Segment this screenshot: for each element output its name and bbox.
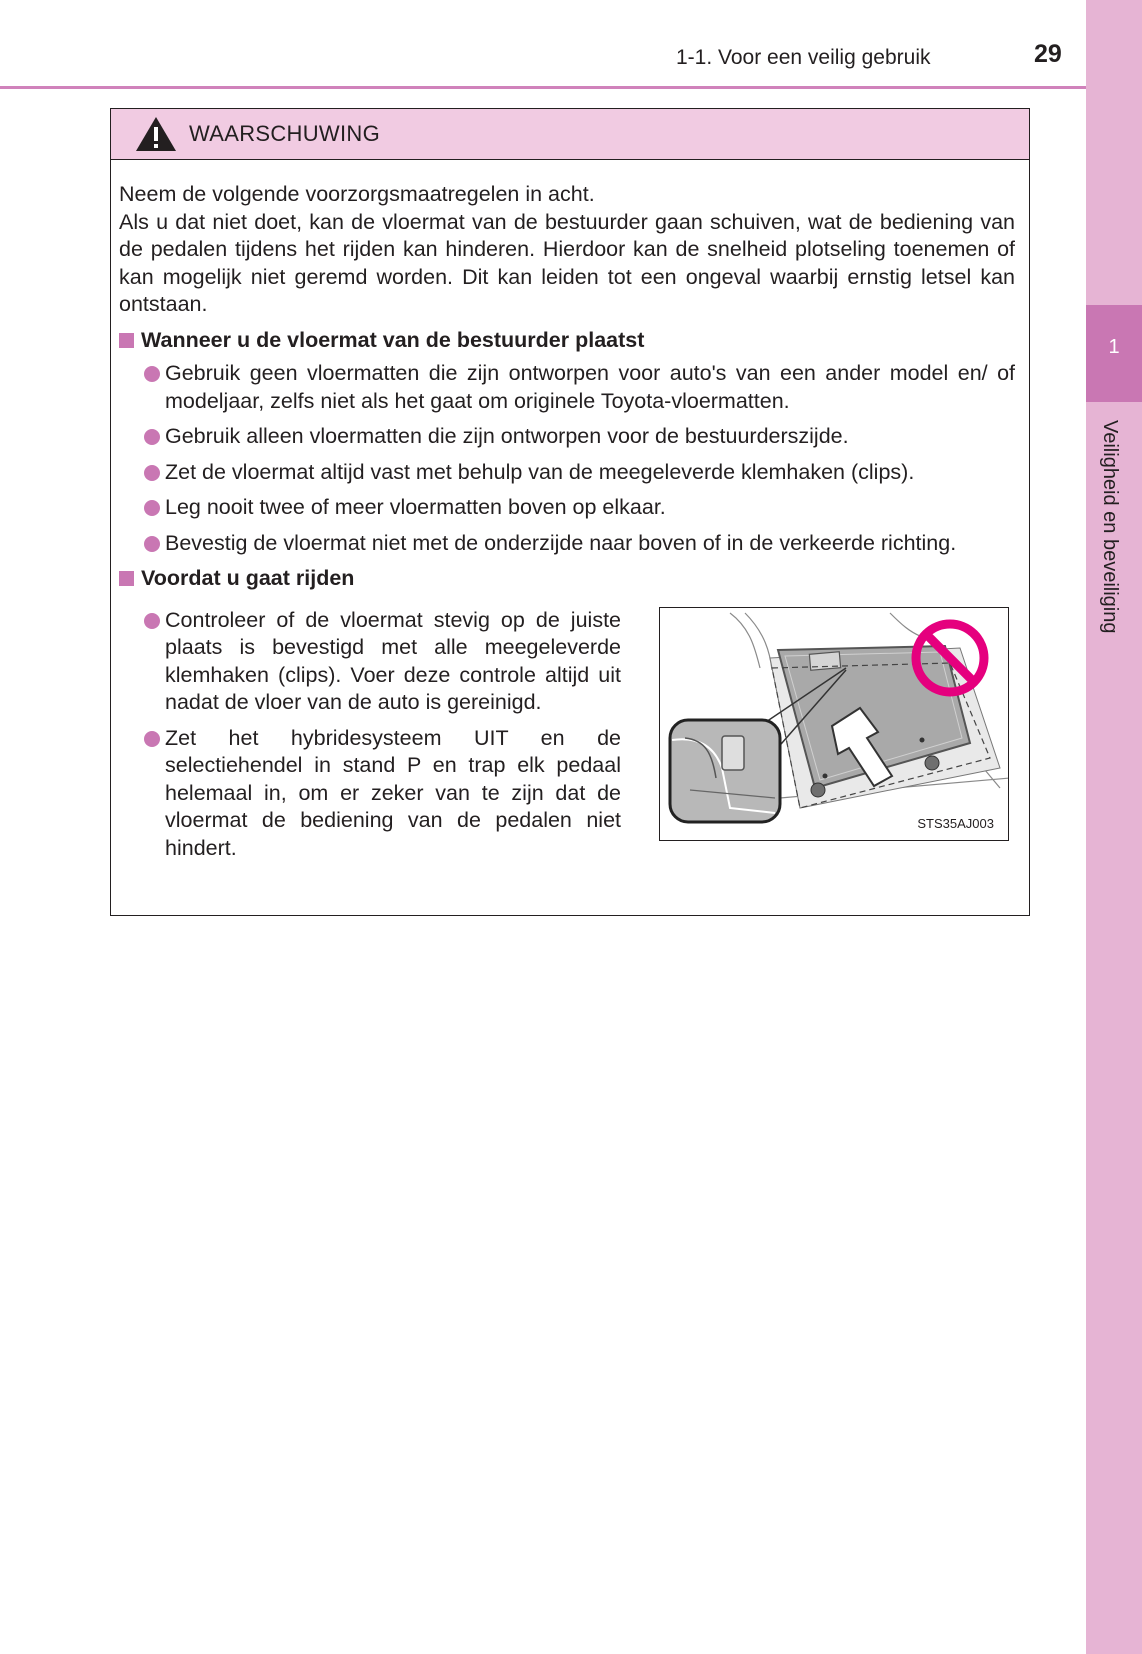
list-item: Zet het hybridesysteem UIT en de selectiehendel in stand P en trap elk pedaal helemaal in, om er zeker van te zijn dat de vloermat de bediening van de pedalen niet hindert. xyxy=(119,725,621,863)
list-item: Gebruik geen vloermatten die zijn ontworpen voor auto's van een ander model en/ of modeljaar, zelfs niet als het gaat om originele Toyota-vloermatten. xyxy=(119,360,1015,415)
list-item: Bevestig de vloermat niet met de onderzijde naar boven of in de verkeerde richting. xyxy=(119,530,1015,558)
round-bullet-icon xyxy=(144,731,160,747)
list-item: Controleer of de vloermat stevig op de juiste plaats is bevestigd met alle meegeleverde klemhaken (clips). Voer deze controle altijd uit nadat de vloer van de auto is gereinigd. xyxy=(119,607,621,717)
square-bullet-icon xyxy=(119,333,134,348)
warning-title: WAARSCHUWING xyxy=(189,121,380,146)
warning-triangle-icon xyxy=(135,116,177,152)
round-bullet-icon xyxy=(144,536,160,552)
page-number: 29 xyxy=(1034,40,1062,68)
warning-content xyxy=(119,181,1015,887)
round-bullet-icon xyxy=(144,500,160,516)
section-heading: Wanneer u de vloermat van de bestuurder plaatst xyxy=(119,327,1015,355)
round-bullet-icon xyxy=(144,366,160,382)
floor-mat-illustration xyxy=(659,607,1009,841)
square-bullet-icon xyxy=(119,571,134,586)
section-title: 1-1. Voor een veilig gebruik xyxy=(676,46,931,69)
warning-header xyxy=(111,109,1029,160)
chapter-label: Veiligheid en beveiliging xyxy=(1099,420,1121,634)
list-item: Zet de vloermat altijd vast met behulp van de meegeleverde klemhaken (clips). xyxy=(119,459,1015,487)
list-item: Gebruik alleen vloermatten die zijn ontworpen voor de bestuurderszijde. xyxy=(119,423,1015,451)
section-heading: Voordat u gaat rijden xyxy=(119,565,1015,593)
round-bullet-icon xyxy=(144,613,160,629)
round-bullet-icon xyxy=(144,465,160,481)
side-tab xyxy=(1086,0,1142,1654)
header-rule xyxy=(0,86,1086,89)
round-bullet-icon xyxy=(144,429,160,445)
list-item: Leg nooit twee of meer vloermatten boven op elkaar. xyxy=(119,494,1015,522)
illustration-code: STS35AJ003 xyxy=(917,816,994,831)
warning-box xyxy=(110,108,1030,916)
chapter-number: 1 xyxy=(1108,336,1120,358)
section2-body xyxy=(119,607,1015,887)
intro-line2: Als u dat niet doet, kan de vloermat van de bestuurder gaan schuiven, wat de bediening van de pedalen tijdens het rijden kan hinderen. Hierdoor kan de snelheid plotseling toenemen of kan mogelijk niet geremd worden. Dit kan leiden tot een ongeval waarbij ernstig letsel kan ontstaan. xyxy=(119,209,1015,316)
section2-text xyxy=(119,607,621,863)
floor-mat-drawing xyxy=(660,608,1009,841)
intro-line1: Neem de volgende voorzorgsmaatregelen in acht. xyxy=(119,182,595,206)
